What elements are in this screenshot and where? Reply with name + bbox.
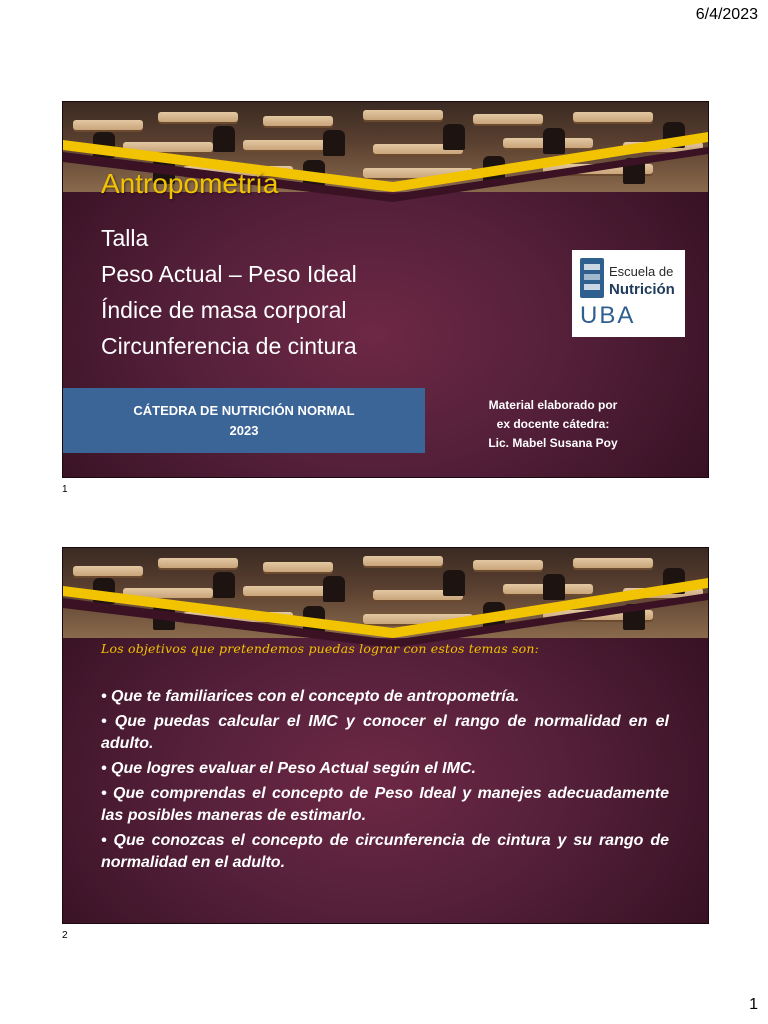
author-credit <box>463 396 643 453</box>
escuela-nutricion-logo <box>572 250 685 337</box>
objective-item: • Que te familiarices con el concepto de antropometría. <box>101 688 520 705</box>
uba-shield-icon <box>578 256 606 302</box>
topic-item: Talla <box>101 225 149 251</box>
credit-line-3: Lic. Mabel Susana Poy <box>488 436 618 450</box>
logo-line-2: Nutrición <box>609 281 675 298</box>
objective-item: • Que conozcas el concepto de circunferencia de cintura y su rango de normalidad en el adulto. <box>101 832 669 871</box>
topic-item: Índice de masa corporal <box>101 297 347 323</box>
slide-title: Antropometría <box>101 168 279 199</box>
page-number: 1 <box>749 996 758 1013</box>
slide-number: 1 <box>62 484 68 495</box>
topic-item: Peso Actual – Peso Ideal <box>101 261 357 287</box>
objective-item: • Que puedas calcular el IMC y conocer el rango de normalidad en el adulto. <box>101 713 669 752</box>
slide-number: 2 <box>62 930 68 941</box>
catedra-year: 2023 <box>229 422 259 438</box>
credit-line-2: ex docente cátedra: <box>496 417 610 431</box>
objectives-list <box>101 686 669 877</box>
page-date: 6/4/2023 <box>695 6 758 23</box>
slide-2 <box>62 547 709 924</box>
logo-line-3: UBA <box>580 302 636 329</box>
catedra-name: CÁTEDRA DE NUTRICIÓN NORMAL <box>133 402 355 418</box>
catedra-banner <box>63 388 425 453</box>
slide-1 <box>62 101 709 478</box>
topic-list <box>101 220 357 364</box>
logo-line-1: Escuela de <box>609 264 674 279</box>
objectives-heading: Los objetivos que pretendemos puedas lograr con estos temas son: <box>101 641 540 656</box>
objective-item: • Que comprendas el concepto de Peso Ideal y manejes adecuadamente las posibles maneras de estimarlo. <box>101 785 669 824</box>
topic-item: Circunferencia de cintura <box>101 333 357 359</box>
credit-line-1: Material elaborado por <box>488 398 618 412</box>
objective-item: • Que logres evaluar el Peso Actual según el IMC. <box>101 760 476 777</box>
